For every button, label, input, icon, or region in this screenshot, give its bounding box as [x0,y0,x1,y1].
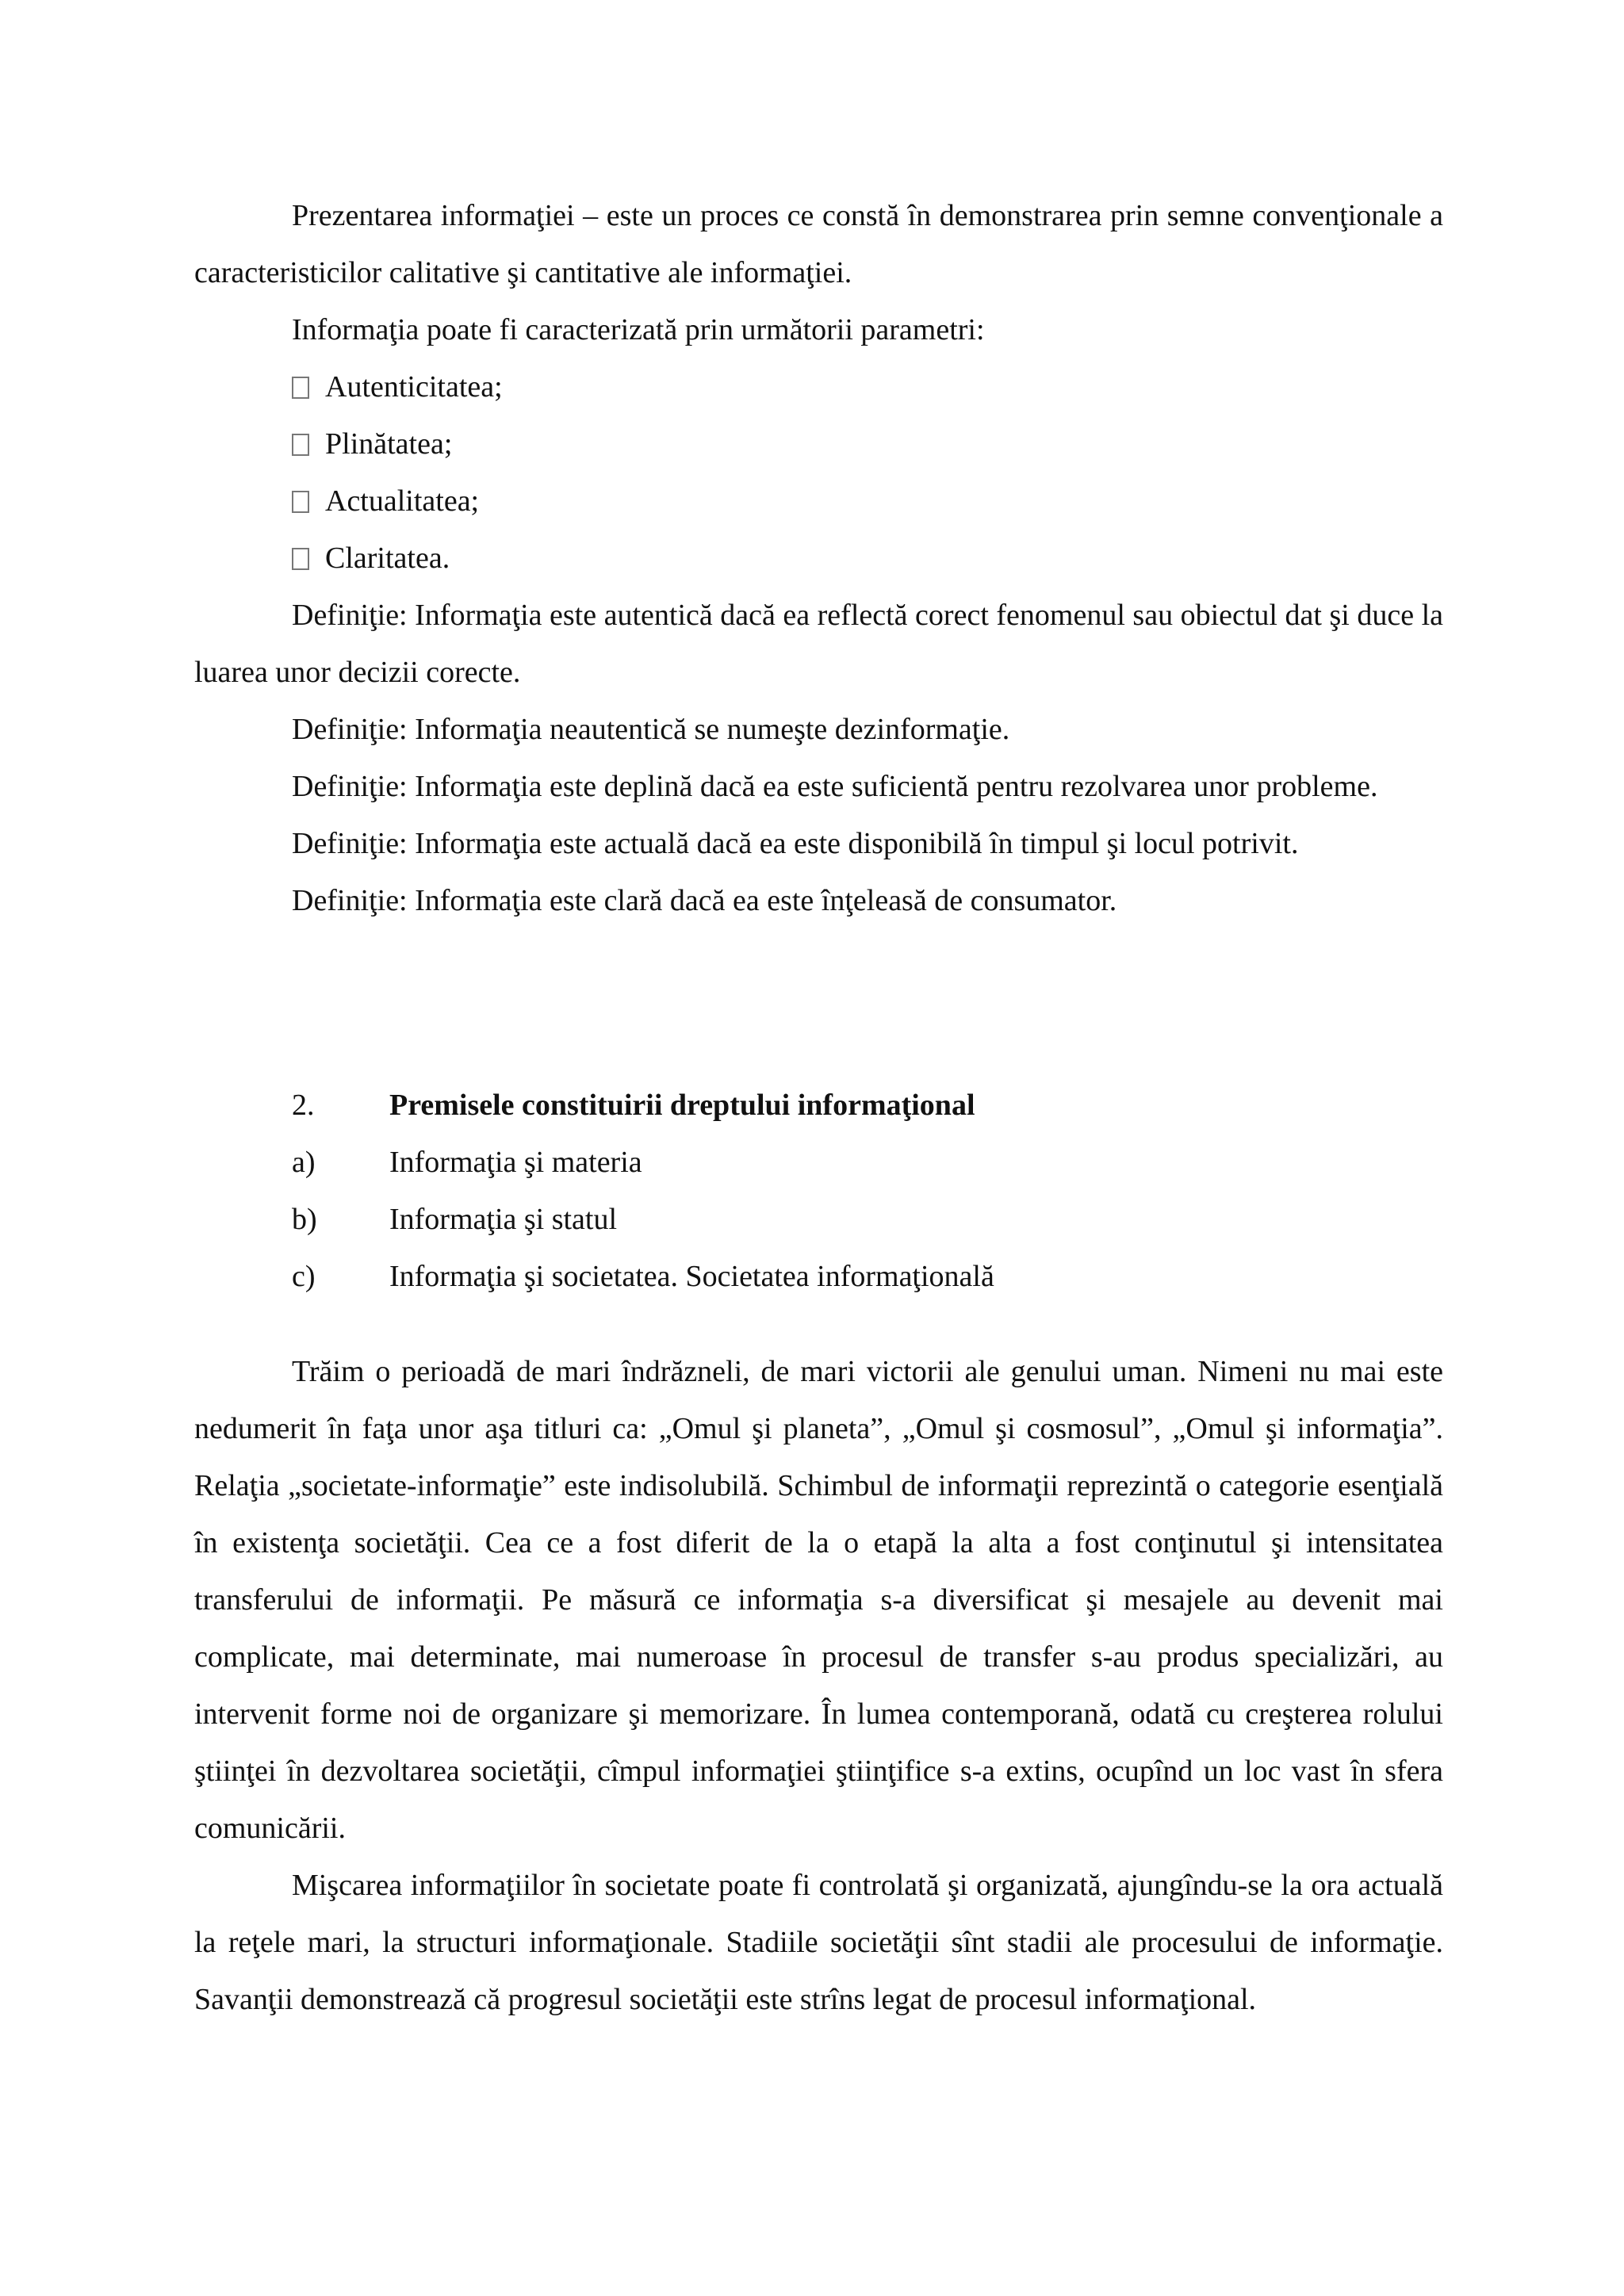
list-item [194,473,1443,530]
bullet-box-icon [292,377,309,399]
list-item-label: Autenticitatea; [325,370,503,404]
section-heading [194,1077,1443,1134]
definition-disinformation: Definiţie: Informaţia neautentică se numeşte dezinformaţie. [292,713,1010,746]
list-item-label: Actualitatea; [325,484,480,518]
list-item [194,358,1443,415]
body-paragraph: Trăim o perioadă de mari îndrăzneli, de mari victorii ale genului uman. Nimeni nu mai este nedumerit în faţa unor aşa titluri ca: „Omul şi planeta”, „Omul şi cosmosul”, „Omul şi informaţia”. Relaţia „societate-informaţie” este indisolubilă. Schimbul de informaţii reprezintă o categorie esenţială în existenţa societăţii. Cea ce a fost diferit de la o etapă la alta a fost conţinutul şi intensitatea transferului de informaţii. Pe măsură ce informaţia s-a diversificat şi mesajele au devenit mai complicate, mai determinate, mai numeroase în procesul de transfer s-au produs specializări, au intervenit forme noi de organizare şi memorizare. În lumea contemporană, odată cu creşterea rolului ştiinţei în dezvoltarea societăţii, cîmpul informaţiei ştiinţifice s-a extins, ocupînd un loc vast în sfera comunicării. [194,1355,1443,1845]
parameters-intro-paragraph: Informaţia poate fi caracterizată prin următorii parametri: [292,313,985,346]
bullet-box-icon [292,434,309,456]
list-item-label: Claritatea. [325,541,450,575]
document-page [194,187,1443,2028]
list-item-label: Plinătatea; [325,427,453,461]
subsection-text: Informaţia şi statul [389,1203,618,1236]
subsection-label: c) [292,1260,316,1293]
subsection-text: Informaţia şi materia [389,1146,642,1179]
bullet-box-icon [292,548,309,570]
definition-complete: Definiţie: Informaţia este deplină dacă ea este suficientă pentru rezolvarea unor probleme. [292,770,1378,803]
subsection-item [194,1191,1443,1248]
section-number: 2. [292,1089,315,1122]
subsection-label: a) [292,1146,316,1179]
list-item [194,415,1443,473]
section-spacer [194,929,1443,1077]
subsection-text: Informaţia şi societatea. Societatea informaţională [389,1260,994,1293]
subsection-item [194,1248,1443,1305]
parameters-list [194,358,1443,587]
bullet-box-icon [292,491,309,513]
section-title: Premisele constituirii dreptului informaţional [389,1089,975,1122]
body-spacer [194,1305,1443,1343]
body-paragraph: Mişcarea informaţiilor în societate poate fi controlată şi organizată, ajungîndu-se la ora actuală la reţele mari, la structuri informaţionale. Stadiile societăţii sînt stadii ale procesului de informaţie. Savanţii demonstrează că progresul societăţii este strîns legat de procesul informaţional. [194,1869,1443,2016]
subsection-item [194,1134,1443,1191]
definition-actual: Definiţie: Informaţia este actuală dacă ea este disponibilă în timpul şi locul potrivit. [292,827,1299,860]
subsection-label: b) [292,1203,317,1236]
definition-authentic: Definiţie: Informaţia este autentică dacă ea reflectă corect fenomenul sau obiectul dat şi duce la luarea unor decizii corecte. [194,599,1443,689]
presentation-definition-paragraph: Prezentarea informaţiei – este un proces ce constă în demonstrarea prin semne convenţionale a caracteristicilor calitative şi cantitative ale informaţiei. [194,199,1443,289]
list-item [194,530,1443,587]
definition-clear: Definiţie: Informaţia este clară dacă ea este înţeleasă de consumator. [292,884,1117,917]
